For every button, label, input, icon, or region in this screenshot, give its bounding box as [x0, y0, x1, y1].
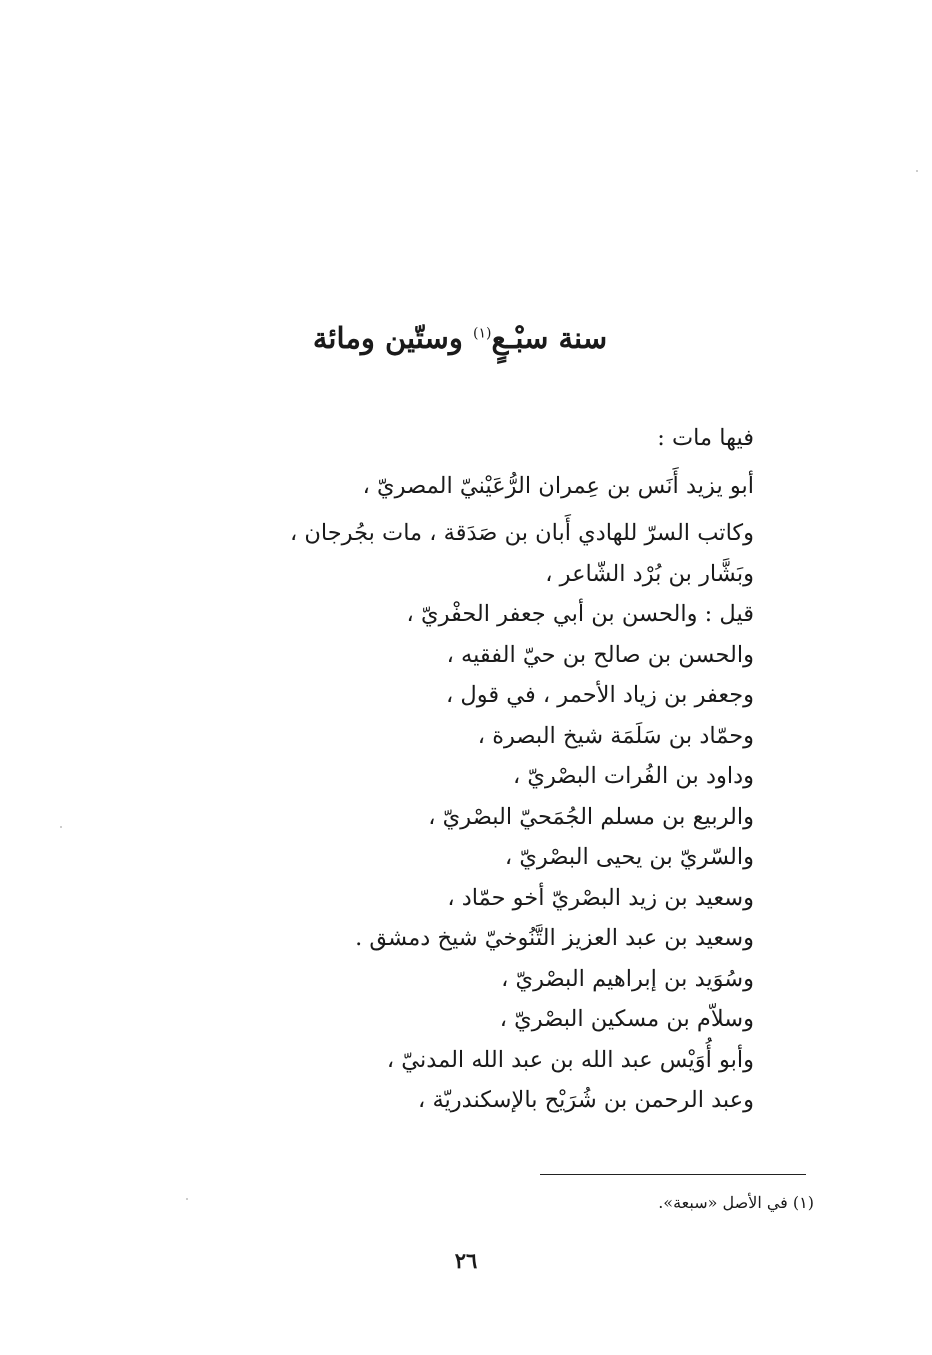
footnote-divider	[540, 1174, 806, 1175]
list-item: وسُوَيد بن إبراهيم البصْريّ ،	[501, 965, 754, 992]
footnote-reference: (١)	[472, 325, 492, 342]
list-item: والحسن بن صالح بن حيّ الفقيه ،	[446, 641, 754, 668]
page-number: ٢٦	[454, 1248, 478, 1273]
heading-rest: وستّين ومائة	[312, 321, 463, 356]
scan-speck	[186, 1198, 188, 1200]
list-item: وبَشَّار بن بُرْد الشّاعر ،	[545, 560, 754, 587]
chapter-heading	[250, 321, 670, 355]
list-item: وسلاّم بن مسكين البصْريّ ،	[499, 1006, 754, 1032]
scan-speck	[60, 826, 62, 828]
obituary-list	[194, 418, 754, 1121]
list-item: وداود بن الفُرات البصْريّ ،	[512, 763, 754, 789]
heading-year-part: سنة سبْـعٍ	[491, 321, 608, 356]
list-item: وسعيد بن زيد البصْريّ أخو حمّاد ،	[447, 884, 754, 911]
scan-speck	[916, 170, 918, 172]
list-item: والسّريّ بن يحيى البصْريّ ،	[504, 844, 754, 870]
list-item: وكاتب السرّ للهادي أَبان بن صَدَقة ، مات بجُرجان ،	[289, 520, 754, 546]
list-item: وعبد الرحمن بن شُرَيْح بالإسكندريّة ،	[418, 1087, 754, 1113]
list-item: وحمّاد بن سَلَمَة شيخ البصرة ،	[477, 722, 754, 749]
list-item: قيل : والحسن بن أبي جعفر الحفْريّ ،	[406, 601, 754, 627]
list-item: وسعيد بن عبد العزيز التَّنُوخيّ شيخ دمشق .	[355, 925, 754, 951]
list-item: وأبو أُوَيْس عبد الله بن عبد الله المدنيّ ،	[386, 1046, 754, 1073]
list-item: وجعفر بن زياد الأحمر ، في قول ،	[445, 682, 754, 708]
footnote: (١) في الأصل «سبعة».	[658, 1193, 814, 1212]
list-item: والربيع بن مسلم الجُمَحيّ البصْريّ ،	[428, 803, 754, 830]
list-item: أبو يزيد أَنَس بن عِمران الرُّعَيْنيّ المصريّ ،	[362, 472, 754, 499]
intro-line: فيها مات :	[657, 425, 754, 451]
